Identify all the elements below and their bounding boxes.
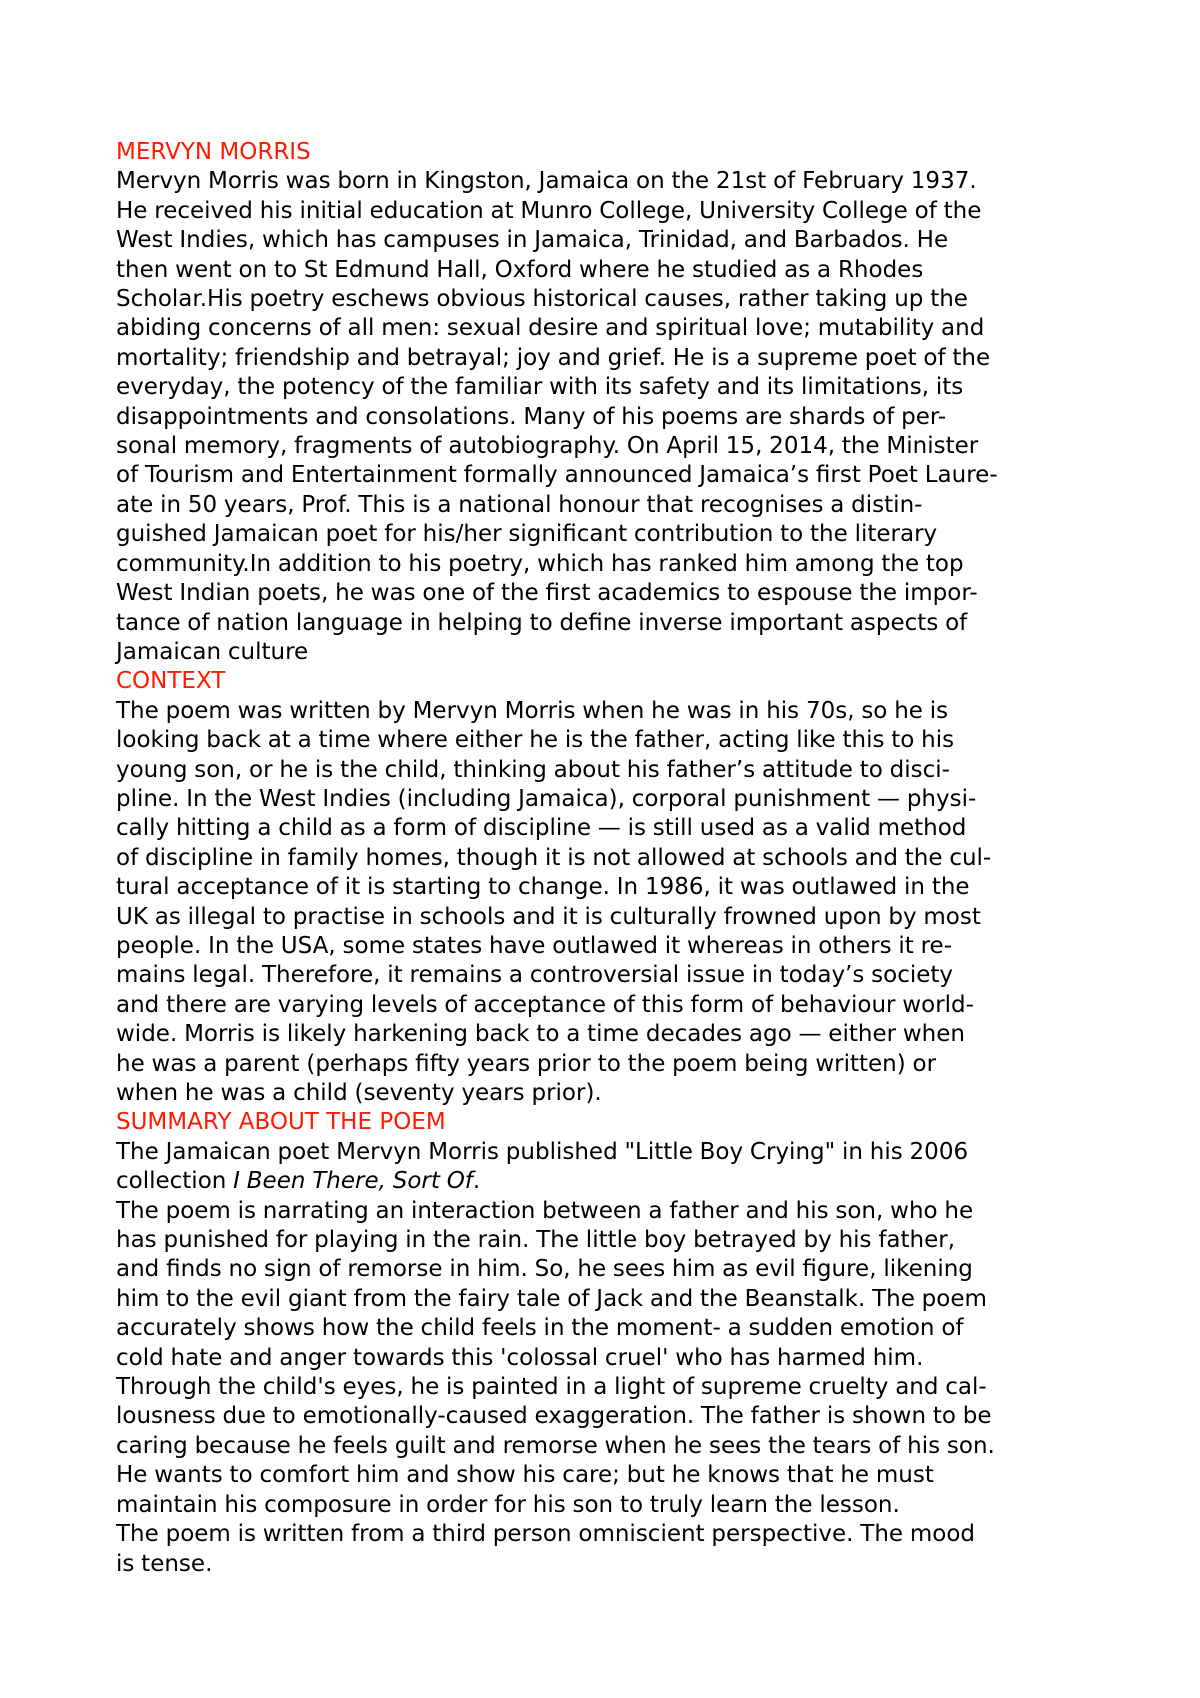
text-line: disappointments and consolations. Many of his poems are shards of per- <box>116 403 947 430</box>
text-line: when he was a child (seventy years prior). <box>116 1080 602 1106</box>
text-line: mortality; friendship and betrayal; joy and grief. He is a supreme poet of the <box>116 344 991 371</box>
section-heading-mervyn-morris: MERVYN MORRIS <box>116 139 311 165</box>
text-line: He wants to comfort him and show his care; but he knows that he must <box>116 1462 934 1489</box>
text-line: people. In the USA, some states have outlawed it whereas in others it re- <box>116 932 952 959</box>
text-line: Scholar.His poetry eschews obvious historical causes, rather taking up the <box>116 286 968 313</box>
text-line: him to the evil giant from the fairy tale of Jack and the Beanstalk. The poem <box>116 1285 987 1312</box>
text-line: wide. Morris is likely harkening back to a time decades ago — either when <box>116 1021 965 1048</box>
text-line: sonal memory, fragments of autobiography. On April 15, 2014, the Minister <box>116 433 979 460</box>
text-line: tance of nation language in helping to define inverse important aspects of <box>116 609 968 636</box>
text-line: The poem is written from a third person omniscient perspective. The mood <box>116 1521 976 1548</box>
document-page <box>116 138 1096 1579</box>
text-line: UK as illegal to practise in schools and it is culturally frowned upon by most <box>116 903 981 930</box>
summary-intro-paragraph <box>116 1138 1096 1197</box>
text-line: West Indian poets, he was one of the first academics to espouse the impor- <box>116 580 978 607</box>
text-line: and there are varying levels of acceptance of this form of behaviour world- <box>116 991 974 1018</box>
text-line: guished Jamaican poet for his/her significant contribution to the literary <box>116 521 938 548</box>
text-line: ate in 50 years, Prof. This is a national honour that recognises a distin- <box>116 491 923 518</box>
text-line: The Jamaican poet Mervyn Morris published "Little Boy Crying" in his 2006 <box>116 1138 969 1165</box>
text-line: mains legal. Therefore, it remains a controversial issue in today’s society <box>116 962 954 989</box>
text-line: looking back at a time where either he is the father, acting like this to his <box>116 727 955 754</box>
collection-suffix: . <box>472 1168 481 1195</box>
text-line: Through the child's eyes, he is painted in a light of supreme cruelty and cal- <box>116 1374 987 1401</box>
context-paragraph <box>116 697 1096 1109</box>
text-line: everyday, the potency of the familiar with its safety and its limitations, its <box>116 374 964 401</box>
text-line: West Indies, which has campuses in Jamaica, Trinidad, and Barbados. He <box>116 227 949 254</box>
text-line: then went on to St Edmund Hall, Oxford where he studied as a Rhodes <box>116 256 924 283</box>
text-line: young son, or he is the child, thinking about his father’s attitude to disci- <box>116 756 950 783</box>
text-line: The poem was written by Mervyn Morris when he was in his 70s, so he is <box>116 697 949 724</box>
text-line: of discipline in family homes, though it is not allowed at schools and the cul- <box>116 844 992 871</box>
text-line: and finds no sign of remorse in him. So, he sees him as evil figure, likening <box>116 1256 973 1283</box>
text-line: community.In addition to his poetry, which has ranked him among the top <box>116 550 964 577</box>
text-line: lousness due to emotionally-caused exaggeration. The father is shown to be <box>116 1403 992 1430</box>
text-line: cold hate and anger towards this 'colossal cruel' who has harmed him. <box>116 1344 924 1371</box>
text-line: caring because he feels guilt and remorse when he sees the tears of his son. <box>116 1432 995 1459</box>
collection-title: I Been There, Sort Of <box>233 1168 473 1195</box>
biography-paragraph <box>116 167 1096 667</box>
section-heading-context: CONTEXT <box>116 668 226 695</box>
text-line: has punished for playing in the rain. The little boy betrayed by his father, <box>116 1227 956 1254</box>
text-line: pline. In the West Indies (including Jamaica), corporal punishment — physi- <box>116 785 977 812</box>
text-line: he was a parent (perhaps fifty years prior to the poem being written) or <box>116 1050 937 1077</box>
text-line: tural acceptance of it is starting to change. In 1986, it was outlawed in the <box>116 874 970 901</box>
text-line: accurately shows how the child feels in the moment- a sudden emotion of <box>116 1315 964 1342</box>
text-line: of Tourism and Entertainment formally announced Jamaica’s first Poet Laure- <box>116 462 998 489</box>
text-line <box>116 1167 1096 1196</box>
text-line: cally hitting a child as a form of discipline — is still used as a valid method <box>116 815 967 842</box>
text-line: Jamaican culture <box>116 638 309 665</box>
text-line: Mervyn Morris was born in Kingston, Jamaica on the 21st of February 1937. <box>116 168 977 195</box>
text-line: maintain his composure in order for his son to truly learn the lesson. <box>116 1491 900 1518</box>
text-line: He received his initial education at Munro College, University College of the <box>116 197 982 224</box>
section-heading-summary: SUMMARY ABOUT THE POEM <box>116 1109 446 1136</box>
text-line: The poem is narrating an interaction between a father and his son, who he <box>116 1197 974 1224</box>
collection-prefix: collection <box>116 1168 234 1195</box>
text-line: is tense. <box>116 1550 213 1577</box>
summary-paragraph <box>116 1197 1096 1520</box>
perspective-paragraph <box>116 1520 1096 1579</box>
text-line: abiding concerns of all men: sexual desire and spiritual love; mutability and <box>116 315 985 342</box>
